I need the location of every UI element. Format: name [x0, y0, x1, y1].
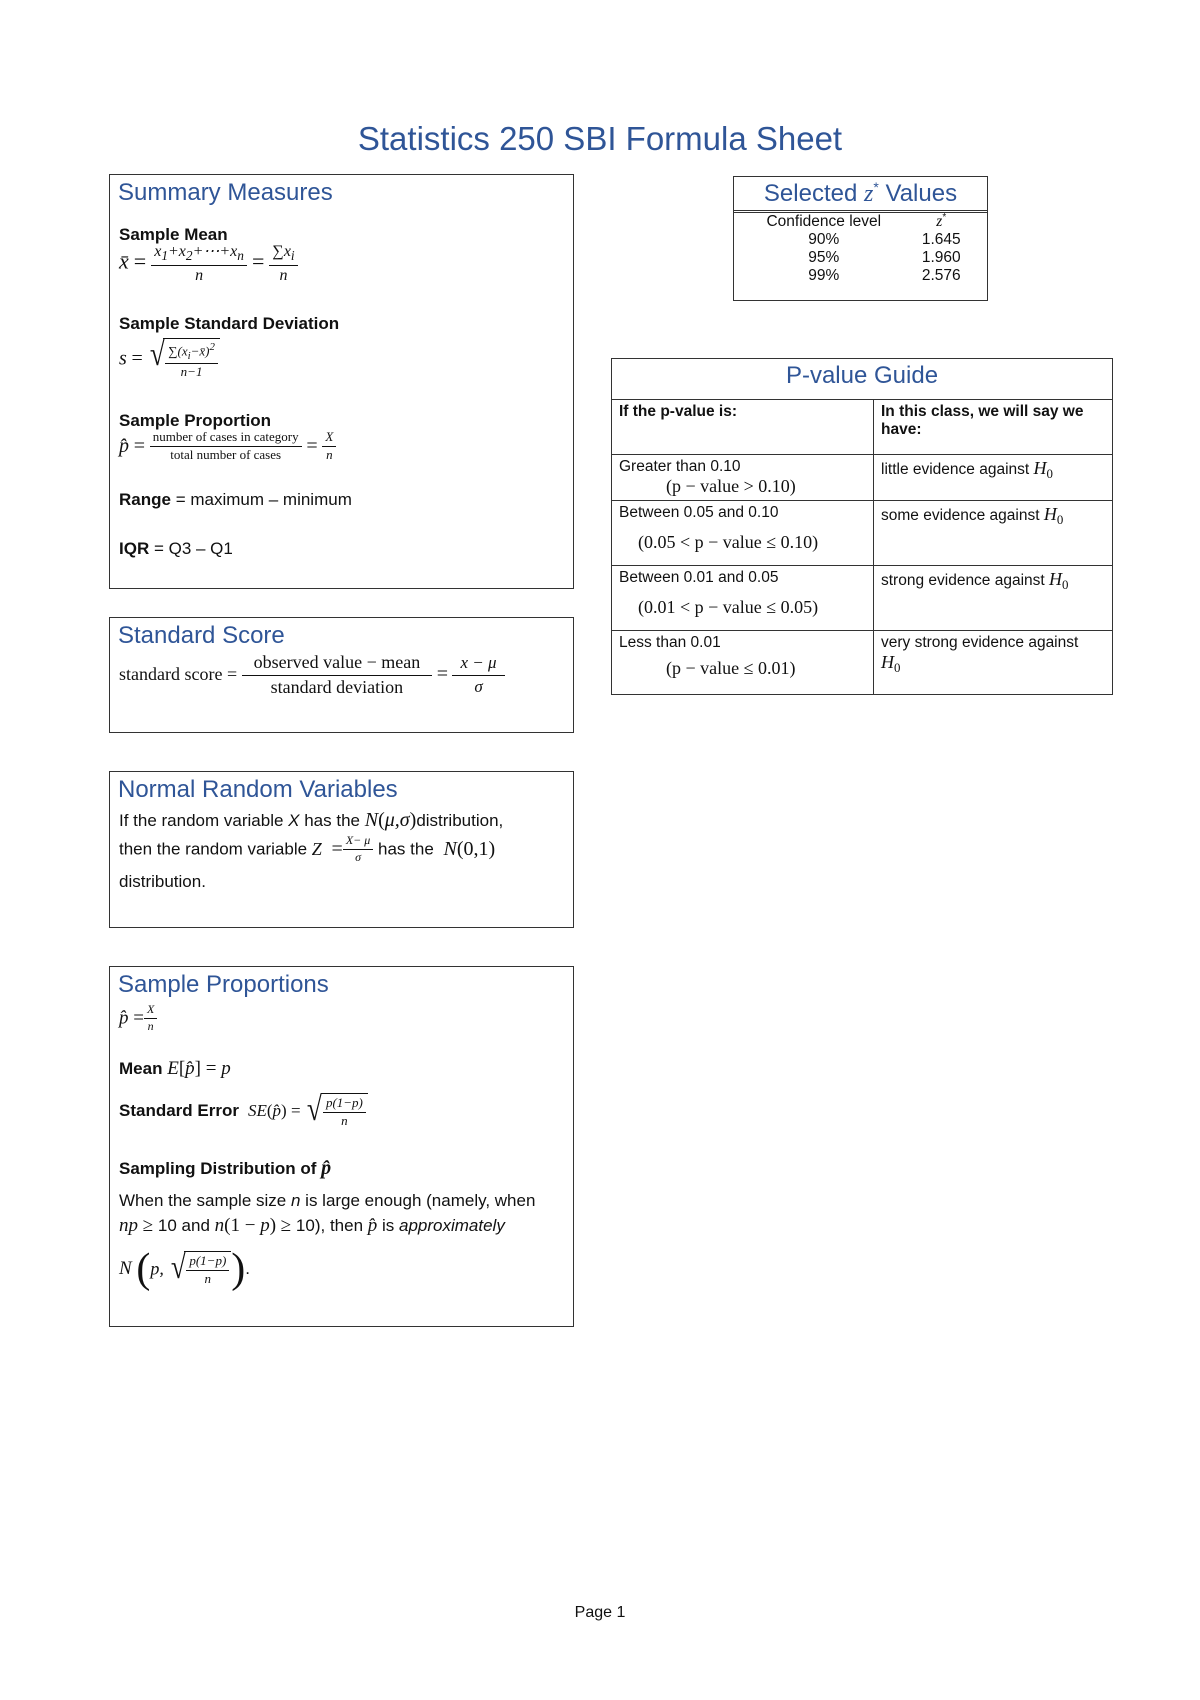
table-row: 90% 1.645	[808, 231, 961, 249]
standard-score-box	[109, 617, 574, 733]
table-row: Greater than 0.10 (p − value > 0.10) little evidence against $H_0$	[612, 455, 1113, 501]
sample-proportions-title: Sample Proportions	[118, 971, 329, 998]
phat-formula: p̂ = $\frac{X}{n}$	[119, 1003, 157, 1034]
table-row: Between 0.05 and 0.10 (0.05 < p − value ≤ 0.10) some evidence against $H_0$	[612, 501, 1113, 566]
table-row: Less than 0.01 (p − value ≤ 0.01) very strong evidence against $H_0$	[612, 631, 1113, 695]
pvalue-header-row	[612, 400, 1113, 455]
normal-line-3: distribution.	[119, 872, 206, 891]
normal-rv-title: Normal Random Variables	[118, 776, 398, 803]
mean-formula: Mean E[p̂] = p	[119, 1058, 231, 1079]
table-row: 95% 1.960	[808, 249, 961, 267]
sample-mean-label: Sample Mean	[119, 225, 228, 244]
zstar-col-z: z*	[936, 212, 947, 231]
sample-proportion-formula: p̂ = $\frac{\text{number of cases in category}}{\text{total number of cases}}$ = $\frac{X}{n}$	[119, 430, 336, 463]
normal-line-2: then the random variable Z = $\frac{X- \mu}{\sigma}$ has the N(0,1)	[119, 833, 496, 864]
standard-error-formula: Standard Error SE(p̂) = √ $\frac{p(1-p)}{n}$	[119, 1093, 368, 1129]
page-number: Page 1	[574, 1604, 626, 1621]
sd-label: Sample Standard Deviation	[119, 314, 340, 333]
pvalue-header-right: In this class, we will say we have:	[874, 400, 1113, 455]
summary-measures-box	[109, 174, 574, 589]
standard-score-title: Standard Score	[118, 622, 285, 649]
table-row: 99% 2.576	[808, 267, 961, 285]
sampling-distribution-label: Sampling Distribution of p̂	[119, 1157, 332, 1179]
zstar-col-confidence: Confidence level	[766, 212, 882, 230]
pvalue-title: P-value Guide	[611, 358, 1113, 399]
pvalue-header-left: If the p-value is:	[612, 400, 874, 455]
sampling-dist-text-1: When the sample size n is large enough (namely, when	[119, 1191, 536, 1210]
summary-measures-title: Summary Measures	[118, 179, 333, 206]
normal-line-1: If the random variable X has the N(μ,σ)distribution,	[119, 809, 504, 831]
sample-proportions-box	[109, 966, 574, 1327]
table-row: Between 0.01 and 0.05 (0.01 < p − value ≤ 0.05) strong evidence against $H_0$	[612, 566, 1113, 631]
range-formula: Range = maximum – minimum	[119, 490, 352, 509]
normal-rv-box	[109, 771, 574, 928]
sampling-dist-text-2: np ≥ 10 and n(1 − p) ≥ 10), then p̂ is approximately	[119, 1215, 505, 1236]
zstar-header-row	[742, 212, 977, 231]
sd-formula: s = √ $\frac{\sum(x_i-x̄)^2}{n-1}$	[119, 338, 220, 380]
pvalue-table	[611, 399, 1113, 695]
zstar-table	[742, 212, 977, 285]
sample-proportion-label: Sample Proportion	[119, 411, 272, 430]
zstar-title: Selected z* Values	[734, 179, 987, 211]
standard-score-formula: standard score = $\frac{\text{observed value − mean}}{\text{standard deviation}}$ = $\frac{x - \mu}{\sigma}$	[119, 652, 505, 697]
iqr-formula: IQR = Q3 – Q1	[119, 539, 233, 558]
zstar-box	[733, 176, 988, 301]
page-title: Statistics 250 SBI Formula Sheet	[357, 120, 843, 157]
sample-mean-formula: x̄ = $\frac{x_1+x_2+\cdots+x_n}{n}$ = $\frac{\sum x_i}{n}$	[119, 243, 298, 285]
pvalue-guide	[611, 358, 1113, 695]
sampling-dist-normal: N (p, √ $\frac{p(1-p)}{n}$ ).	[119, 1246, 251, 1292]
